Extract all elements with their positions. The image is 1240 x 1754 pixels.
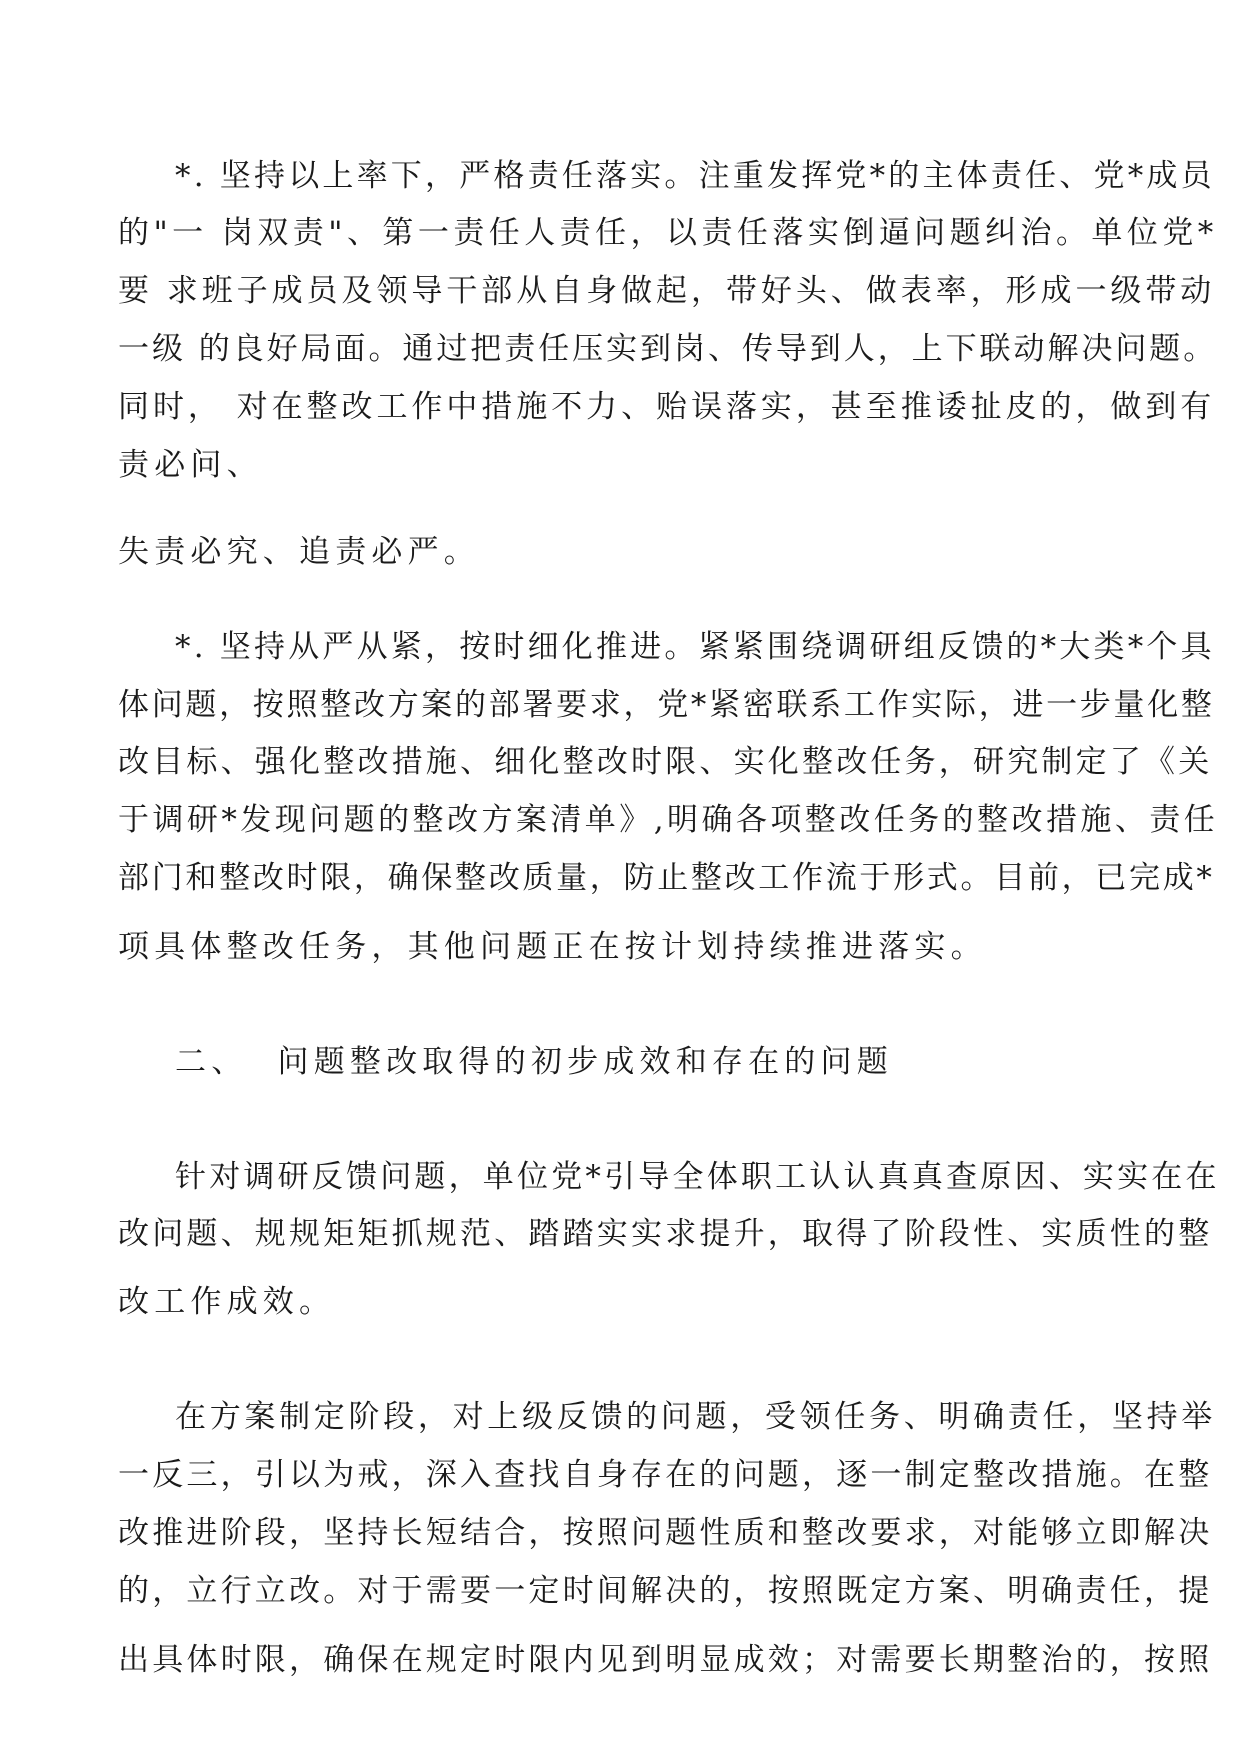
paragraph-2-line-5: 部门和整改时限，确保整改质量，防止整改工作流于形式。目前，已完成* [118, 860, 1215, 896]
paragraph-2-line-4: 于调研*发现问题的整改方案清单》,明确各项整改任务的整改措施、责任 [118, 802, 1219, 838]
paragraph-1-line-4: 一级 的良好局面。通过把责任压实到岗、传导到人，上下联动解决问题。 [118, 331, 1218, 367]
paragraph-4-line-5: 出具体时限，确保在规定时限内见到明显成效；对需要长期整治的，按照 [118, 1642, 1213, 1678]
paragraph-1-line-2: 的"一 岗双责"、第一责任人责任，以责任落实倒逼问题纠治。单位党* [118, 215, 1218, 251]
paragraph-3-line-1: 针对调研反馈问题，单位党*引导全体职工认认真真查原因、实实在在 [175, 1159, 1220, 1195]
paragraph-1-line-1: *. 坚持以上率下，严格责任落实。注重发挥党*的主体责任、党*成员 [175, 158, 1215, 194]
paragraph-1-line-5: 同时， 对在整改工作中措施不力、贻误落实，甚至推诿扯皮的，做到有 [118, 389, 1216, 425]
paragraph-3-line-2: 改问题、规规矩矩抓规范、踏踏实实求提升，取得了阶段性、实质性的整 [118, 1216, 1213, 1252]
paragraph-2-line-3: 改目标、强化整改措施、细化整改时限、实化整改任务，研究制定了《关 [118, 744, 1213, 780]
paragraph-2-line-6: 项具体整改任务，其他问题正在按计划持续推进落实。 [118, 929, 987, 965]
paragraph-4-line-1: 在方案制定阶段，对上级反馈的问题，受领任务、明确责任，坚持举 [175, 1399, 1216, 1435]
paragraph-1-line-7: 失责必究、追责必严。 [118, 534, 480, 570]
paragraph-1-line-6: 责必问、 [118, 447, 263, 483]
paragraph-4-line-4: 的，立行立改。对于需要一定时间解决的，按照既定方案、明确责任，提 [118, 1573, 1213, 1609]
section-heading-2: 二、 问题整改取得的初步成效和存在的问题 [175, 1044, 893, 1080]
paragraph-3-line-3: 改工作成效。 [118, 1284, 336, 1320]
paragraph-2-line-1: *. 坚持从严从紧，按时细化推进。紧紧围绕调研组反馈的*大类*个具 [175, 629, 1215, 665]
paragraph-1-line-3: 要 求班子成员及领导干部从自身做起，带好头、做表率，形成一级带动 [118, 273, 1216, 309]
paragraph-2-line-2: 体问题，按照整改方案的部署要求，党*紧密联系工作实际，进一步量化整 [118, 687, 1215, 723]
paragraph-4-line-2: 一反三，引以为戒，深入查找自身存在的问题，逐一制定整改措施。在整 [118, 1457, 1213, 1493]
paragraph-4-line-3: 改推进阶段，坚持长短结合，按照问题性质和整改要求，对能够立即解决 [118, 1515, 1213, 1551]
